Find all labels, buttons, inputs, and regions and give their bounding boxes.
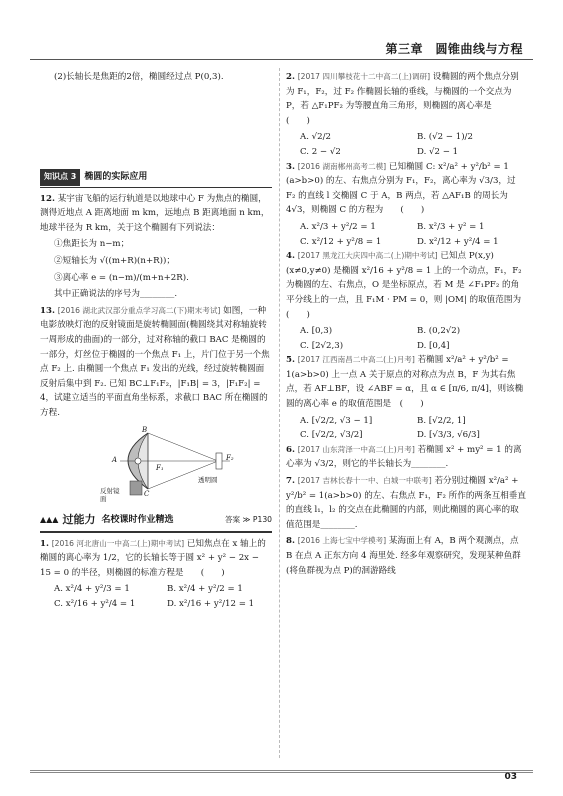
- q11-part2: (2)长轴长是焦距的2倍，椭圆经过点 P(0,3).: [54, 72, 224, 82]
- question-text: 已知焦点在 x 轴上的椭圆的离心率为 1/2，它的长轴长等于圆 x² + y² − 2x − 15 = 0 的半径，则椭圆的标准方程是 ( ): [40, 538, 266, 578]
- question-3: [286, 160, 526, 218]
- label-f2: F₂: [226, 453, 234, 462]
- question-7: [286, 474, 526, 532]
- question-number: 4.: [286, 251, 295, 262]
- right-column: [286, 70, 539, 580]
- question-text: 某海面上有 A，B 两个观测点，点 B 在点 A 正东方向 4 海里处. 经多年观察研究，发现某种鱼群(将鱼群视为点 P)的洄游路线: [286, 536, 521, 576]
- q5-options: [286, 414, 526, 443]
- section-heading: [40, 169, 272, 188]
- option-a: A. √2/2: [300, 132, 331, 143]
- option-c: C. [2√2,3): [300, 340, 344, 351]
- option-a: A. [0,3): [300, 326, 333, 337]
- label-b: B: [142, 425, 148, 434]
- q3-options: [286, 220, 526, 249]
- question-source: [2017 江西南昌二中高二(上)月考]: [297, 355, 415, 365]
- question-12: [40, 192, 272, 236]
- question-number: 12.: [40, 193, 55, 204]
- question-text: 某宇宙飞船的运行轨道是以地球中心 F 为焦点的椭圆，测得近地点 A 距离地面 m km，远地点 B 距离地面 n km，地球半径为 R km，关于这个椭圆有下列说法：: [40, 193, 270, 233]
- question-12-end: 其中正确说法的序号为________.: [54, 289, 178, 300]
- question-text: 已知点 P(x,y)(x≠0,y≠0) 是椭圆 x²/16 + y²/8 = 1 上的一个动点，F₁，F₂ 为椭圆的左、右焦点，O 是坐标原点，若 M 是 ∠F₁PF₂ 的角平分线上的一点，且 F₁M · PM = 0，则 |OM| 的取值范围为 ( ): [286, 251, 539, 320]
- question-number: 6.: [286, 444, 295, 455]
- question-4: [286, 249, 539, 322]
- question-number: 5.: [286, 355, 295, 366]
- label-lens: 透明圆: [198, 475, 218, 484]
- chapter-title: 第三章 圆锥曲线与方程: [385, 42, 523, 56]
- question-6: [286, 443, 526, 472]
- question-13: [40, 304, 272, 421]
- question-2: [286, 70, 535, 128]
- bar-title: 过能力: [62, 513, 96, 527]
- option-b: B. x²/3 + y² = 1: [417, 221, 485, 232]
- question-source: [2017 吉林长春十一中、白城一中联考]: [297, 476, 432, 486]
- question-number: 3.: [286, 161, 295, 172]
- left-column: [40, 70, 272, 611]
- label-mirror: 反射镜面: [100, 486, 120, 503]
- question-number: 8.: [286, 536, 295, 547]
- statement-3: ③离心率 e = (n−m)/(m+n+2R).: [54, 272, 189, 283]
- label-a: A: [112, 455, 118, 464]
- q1-options: [40, 582, 272, 611]
- question-source: [2016 河北唐山一中高二(上)期中考试]: [51, 538, 185, 548]
- section-tag: 知识点 3: [40, 169, 80, 186]
- question-1: [40, 537, 272, 581]
- bar-subtitle: 名校课时作业精选: [101, 515, 174, 526]
- question-8: [286, 534, 526, 578]
- question-text: 若椭圆 x²/a² + y²/b² = 1(a>b>0) 上一点 A 关于原点的对称点为点 B，F 为其右焦点，若 AF⊥BF，设 ∠ABF = α，且 α ∈ [π/6, π/4]，则该椭圆的离心率 e 的取值范围是 ( ): [286, 355, 524, 410]
- option-a: A. [√2/2, √3 − 1]: [300, 415, 373, 426]
- question-text: 若椭圆 x² + my² = 1 的离心率为 √3/2，则它的半长轴长为________.: [286, 444, 522, 470]
- question-number: 13.: [40, 305, 55, 316]
- bar-decoration: ▲▲▲: [40, 515, 59, 525]
- header-rule: [30, 59, 533, 60]
- option-b: B. x²/4 + y²/2 = 1: [167, 584, 243, 595]
- option-d: D. [√3/3, √6/3]: [417, 430, 480, 441]
- statement-1: ①焦距长为 n−m；: [54, 239, 130, 250]
- option-c: C. [√2/2, √3/2]: [300, 430, 363, 441]
- question-number: 7.: [286, 476, 295, 487]
- question-text: 若分别过椭圆 x²/a² + y²/b² = 1(a>b>0) 的左、右焦点 F₁，F₂ 所作的两条互相垂直的直线 l₁，l₂ 的交点在此椭圆的内部，则此椭圆的离心率的取值范围是________.: [286, 476, 526, 530]
- label-c: C: [144, 489, 150, 498]
- option-b: B. (0,2√2): [417, 326, 461, 337]
- option-a: A. x²/3 + y²/2 = 1: [300, 221, 376, 232]
- option-d: D. √2 − 1: [417, 146, 459, 157]
- option-c: C. x²/16 + y²/4 = 1: [54, 598, 136, 609]
- footer-rule: [30, 770, 533, 773]
- q2-options: [286, 130, 526, 159]
- question-number: 1.: [40, 538, 49, 549]
- statement-2: ②短轴长为 √((m+R)(n+R))；: [54, 255, 175, 266]
- question-source: [2016 上海七宝中学模考]: [297, 536, 387, 546]
- question-text: 如图，一种电影放映灯泡的反射镜面是旋转椭圆面(椭圆绕其对称轴旋转一周形成的曲面)的一部分，过对称轴的截口 BAC 是椭圆的一部分，灯丝位于椭圆的一个焦点 F₁ 上，片门位于另一个焦点 F₂ 上. 由椭圆一个焦点 F₁ 发出的光线，经过旋转椭圆面反射后集中到 F₂. 已知 BC⊥F₁F₂，|F₁B| = 3，|F₁F₂| = 4，试建立适当的平面直角坐标系，求截口 BAC 所在椭圆的方程.: [40, 305, 270, 418]
- option-b: B. (√2 − 1)/2: [417, 132, 473, 143]
- option-a: A. x²/4 + y²/3 = 1: [54, 584, 130, 595]
- question-source: [2017 四川攀枝花十二中高二(上)调研]: [297, 72, 431, 81]
- label-f1: F₁: [156, 463, 164, 472]
- option-b: B. [√2/2, 1]: [417, 415, 466, 426]
- page-header: [0, 0, 563, 56]
- option-d: D. [0,4]: [417, 340, 450, 351]
- question-5: [286, 353, 526, 411]
- question-text: 设椭圆的两个焦点分别为 F₁，F₂，过 F₂ 作椭圆长轴的垂线，与椭圆的一个交点为 P，若 △F₁PF₂ 为等腰直角三角形，则椭圆的离心率是 ( ): [286, 72, 535, 126]
- question-source: [2016 湖南郴州高考二模]: [297, 161, 387, 171]
- q4-options: [286, 324, 526, 353]
- ability-section-bar: [40, 511, 272, 533]
- answer-reference: 答案 ≫ P130: [224, 515, 272, 525]
- question-text: 已知椭圆 C: x²/a² + y²/b² = 1 (a>b>0) 的左、右焦点分别为 F₁，F₂，离心率为 √3/3，过 F₂ 的直线 l 交椭圆 C 于 A，B 两点，若 △AF₁B 的周长为 4√3，则椭圆 C 的方程为 ( ): [286, 161, 516, 216]
- lamp-figure: [100, 425, 250, 503]
- question-source: [2017 黑龙江大庆四中高二(上)期中考试]: [297, 251, 438, 261]
- option-d: D. x²/16 + y²/12 = 1: [167, 598, 255, 609]
- option-d: D. x²/12 + y²/4 = 1: [417, 236, 499, 247]
- question-source: [2017 山东菏泽一中高二(上)月考]: [297, 444, 415, 454]
- column-divider: [279, 68, 280, 758]
- answer-space: [40, 87, 272, 159]
- question-number: 2.: [286, 72, 295, 82]
- option-c: C. x²/12 + y²/8 = 1: [300, 236, 382, 247]
- question-source: [2016 湖北武汉部分重点学习高二(下)期末考试]: [57, 305, 221, 315]
- option-c: C. 2 − √2: [300, 146, 341, 157]
- section-title: 椭圆的实际应用: [84, 172, 148, 183]
- page-number: 03: [504, 772, 517, 782]
